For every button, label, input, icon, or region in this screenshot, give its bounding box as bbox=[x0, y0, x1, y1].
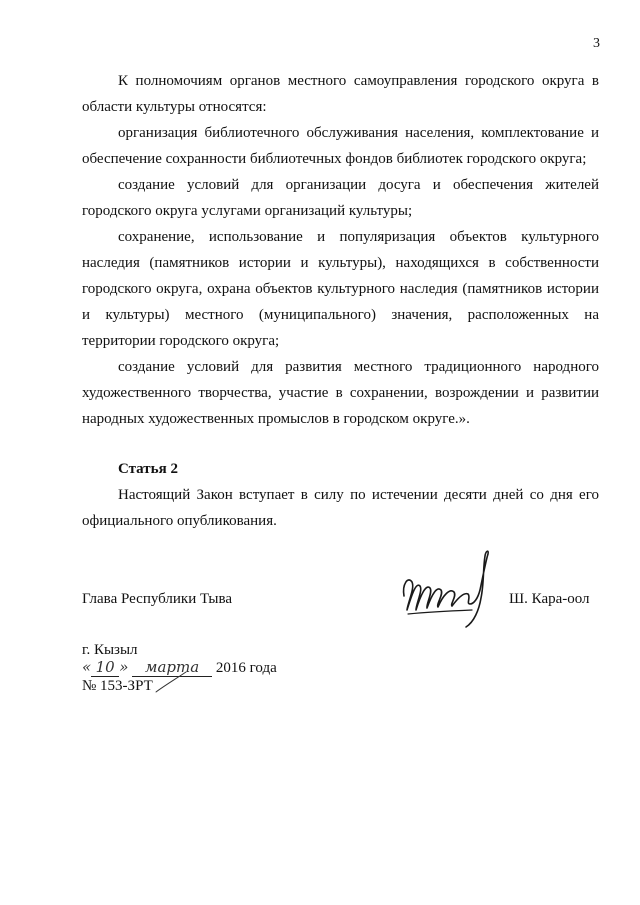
date-month: марта bbox=[132, 658, 212, 677]
signer-title: Глава Республики Тыва bbox=[82, 591, 233, 607]
signer-name: Ш. Кара-оол bbox=[509, 591, 590, 607]
article-heading: Статья 2 bbox=[118, 461, 178, 477]
handwritten-signature bbox=[398, 548, 498, 630]
paragraph-libraries: организация библиотечного обслуживания населения, комплектование и обеспечение сохранности библиотечных фондов библиотек городского округа; bbox=[82, 125, 599, 167]
handwritten-stroke bbox=[150, 670, 190, 694]
date-close-quote: » bbox=[119, 658, 129, 676]
place-of-signing: г. Кызыл bbox=[82, 642, 138, 658]
article-paragraph: Настоящий Закон вступает в силу по истечении десяти дней со дня его официального опубликования. bbox=[82, 487, 599, 529]
article-text bbox=[82, 482, 599, 534]
paragraph-intro: К полномочиям органов местного самоуправления городского округа в области культуры относятся: bbox=[82, 73, 599, 115]
paragraph-leisure: создание условий для организации досуга и обеспечения жителей городского округа услугами организаций культуры; bbox=[82, 177, 599, 219]
body-text bbox=[82, 68, 599, 432]
date-open-quote: « bbox=[82, 658, 92, 676]
date-day: 10 bbox=[91, 658, 119, 677]
page-number: 3 bbox=[593, 36, 600, 51]
paragraph-heritage: сохранение, использование и популяризация объектов культурного наследия (памятников истории и культуры), находящихся в собственности городского округа, охрана объектов культурного наследия (памятников истории и культуры) местного (муниципального) значения, расположенных на территории городского округа; bbox=[82, 229, 599, 349]
law-number: № 153-ЗРТ bbox=[82, 678, 153, 694]
date-year: 2016 года bbox=[215, 660, 277, 676]
paragraph-folk-art: создание условий для развития местного традиционного народного художественного творчества, участие в сохранении, возрождении и развитии народных художественных промыслов в городском округе.». bbox=[82, 359, 599, 427]
